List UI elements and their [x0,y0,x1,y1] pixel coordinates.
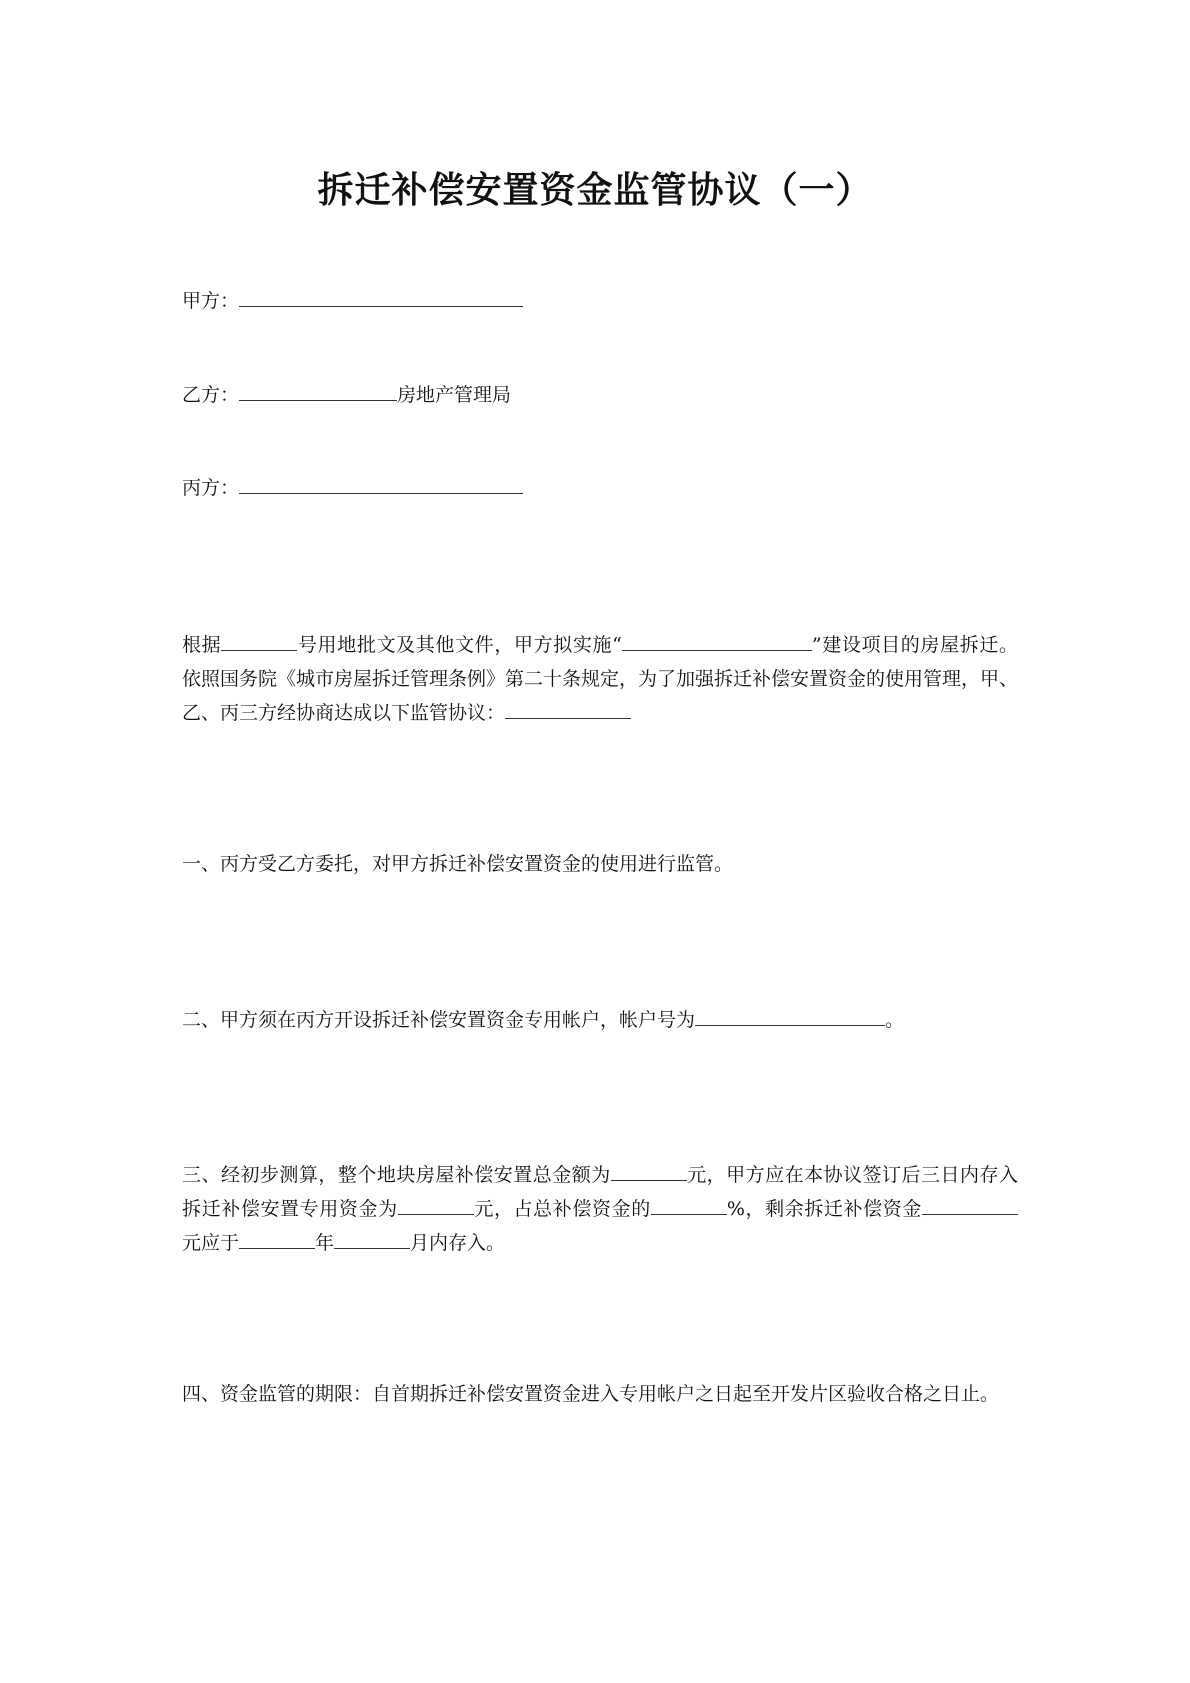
clause-3-text: 元，占总补偿资金的 [473,1198,651,1220]
approval-number-blank[interactable] [221,632,297,651]
account-number-blank[interactable] [695,1007,885,1026]
clause-2-text: 二、甲方须在丙方开设拆迁补偿安置资金专用帐户，帐户号为 [182,1009,696,1031]
party-a-line [182,288,523,313]
clause-3-text: 元应于 [182,1232,240,1254]
percentage-blank[interactable] [651,1196,727,1215]
party-c-line [182,475,523,500]
preamble-paragraph [182,628,1018,730]
party-b-blank[interactable] [239,382,397,401]
clause-3-text: %，剩余拆迁补偿资金 [726,1198,922,1220]
remaining-amount-blank[interactable] [922,1196,1018,1215]
party-a-label: 甲方： [182,290,240,312]
clause-3-text: 三、经初步测算，整个地块房屋补偿安置总金额为 [182,1164,611,1186]
clause-3-text: 元，甲方应在本协议签订后三日内存入拆迁补偿安置专用资金为 [182,1164,1018,1220]
preamble-text: 号用地批文及其他文件，甲方拟实施“ [297,634,622,656]
party-c-label: 丙方： [182,477,240,499]
clause-3-text: 月内存入。 [410,1232,506,1254]
month-blank[interactable] [334,1230,410,1249]
document-title: 拆迁补偿安置资金监管协议（一） [317,169,873,211]
project-name-blank[interactable] [622,632,812,651]
party-b-line [182,382,511,407]
initial-deposit-blank[interactable] [398,1196,474,1215]
clause-3-text: 年 [315,1232,335,1254]
party-b-suffix: 房地产管理局 [397,384,512,406]
total-amount-blank[interactable] [611,1162,687,1181]
party-b-label: 乙方： [182,384,240,406]
clause-4: 四、资金监管的期限：自首期拆迁补偿安置资金进入专用帐户之日起至开发片区验收合格之日止。 [182,1383,1000,1405]
preamble-text: 根据 [182,634,222,656]
preamble-end-blank[interactable] [505,700,631,719]
party-a-blank[interactable] [239,288,523,307]
year-blank[interactable] [239,1230,315,1249]
clause-3 [182,1158,1018,1260]
clause-2 [182,1007,904,1032]
preamble-text: ”建设项目的房屋拆迁。依照国务院《城市房屋拆迁管理条例》第二十条规定，为了加强拆迁补偿安置资金的使用管理，甲、乙、丙三方经协商达成以下监管协议： [182,634,1019,724]
clause-1: 一、丙方受乙方委托，对甲方拆迁补偿安置资金的使用进行监管。 [182,853,734,875]
clause-2-text: 。 [885,1009,905,1031]
party-c-blank[interactable] [239,475,523,494]
